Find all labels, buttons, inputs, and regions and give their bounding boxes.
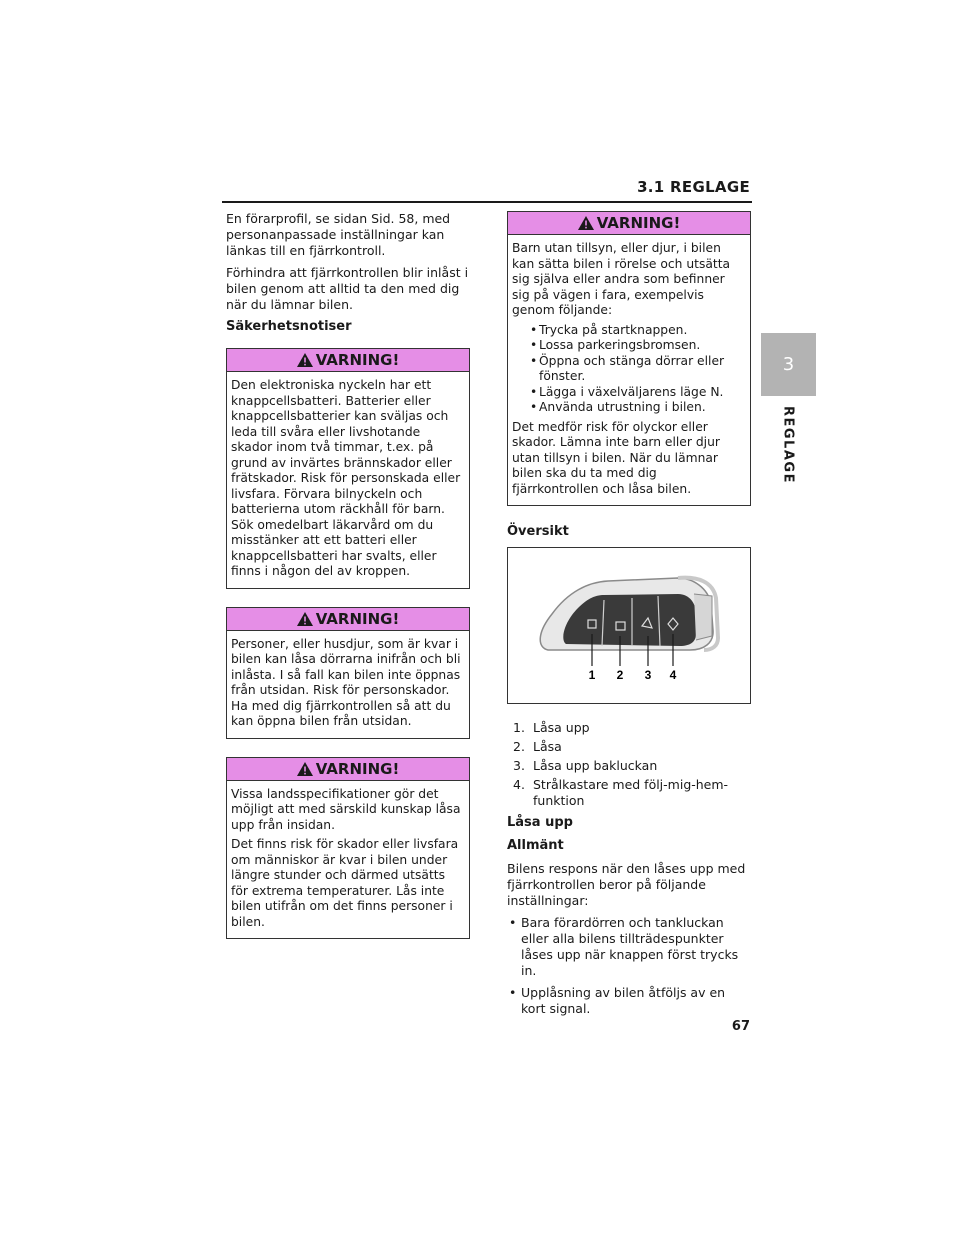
list-item: • Lossa parkeringsbromsen. bbox=[530, 338, 746, 354]
list-item: 1. Låsa upp bbox=[513, 720, 590, 735]
chapter-label: REGLAGE bbox=[780, 406, 796, 484]
general-text: Bilens respons när den låses upp med fjärrkontrollen beror på följande inställningar: bbox=[507, 861, 746, 908]
right-column bbox=[507, 211, 751, 1023]
callout-label: 4 bbox=[669, 668, 677, 682]
settings-list bbox=[507, 915, 751, 1017]
warning-triangle-icon bbox=[297, 762, 313, 776]
warning-box bbox=[226, 757, 470, 940]
list-item: 4. Strålkastare med följ-mig-hem-funktion bbox=[513, 777, 729, 808]
warning-header bbox=[227, 608, 469, 631]
warning-bullet-list bbox=[512, 323, 746, 416]
warning-box bbox=[507, 211, 751, 506]
warning-text: Den elektroniska nyckeln har ett knappcellsbatteri. Batterier eller knappcellsbatterier kan sväljas och leda till svåra eller livshotande skador inom två timmar, t.ex. på grund av invärtes brännskador eller frätskador. Risk för personskada eller livsfara. Förvara bilnyckeln och batterierna utom räckhåll för barn. Sök omedelbart läkarvård om du misstänker att ett batteri eller knappcellsbatteri har svalts, eller finns i någon del av kroppen. bbox=[231, 378, 461, 578]
list-item: • Lägga i växelväljarens läge N. bbox=[530, 385, 746, 401]
chapter-tab: 3 bbox=[761, 333, 816, 396]
callout-label: 2 bbox=[616, 668, 624, 682]
warning-title: VARNING! bbox=[315, 609, 400, 628]
overview-heading: Översikt bbox=[507, 524, 569, 539]
warning-title: VARNING! bbox=[596, 214, 681, 232]
key-fob-figure bbox=[507, 547, 751, 704]
safety-heading: Säkerhetsnotiser bbox=[226, 319, 352, 334]
warning-text: Barn utan tillsyn, eller djur, i bilen kan sätta bilen i rörelse och utsätta sig själva eller andra som befinner sig på vägen i fara, exempelvis genom följande: bbox=[512, 241, 731, 317]
list-item: • Trycka på startknappen. bbox=[530, 323, 746, 339]
warning-title: VARNING! bbox=[315, 351, 400, 369]
general-heading: Allmänt bbox=[507, 838, 564, 853]
warning-box bbox=[226, 348, 470, 589]
list-item: • Bara förardörren och tankluckan eller alla bilens tillträdespunkter låses upp när knappen först trycks in. bbox=[507, 915, 751, 979]
left-column bbox=[226, 211, 470, 957]
warning-text: Vissa landsspecifikationer gör det möjligt att med särskild kunskap låsa upp från insidan. bbox=[231, 786, 461, 832]
unlock-heading: Låsa upp bbox=[507, 815, 573, 830]
list-item: • Använda utrustning i bilen. bbox=[530, 400, 746, 416]
warning-triangle-icon bbox=[578, 216, 594, 230]
callout-label: 1 bbox=[588, 668, 596, 682]
key-fob-illustration bbox=[508, 548, 750, 703]
list-item: • Upplåsning av bilen åtföljs av en kort signal. bbox=[507, 985, 751, 1017]
button-list bbox=[513, 720, 751, 809]
warning-header bbox=[508, 212, 750, 235]
list-item: 2. Låsa bbox=[513, 739, 562, 754]
list-item: 3. Låsa upp bakluckan bbox=[513, 758, 658, 773]
page-number: 67 bbox=[731, 1019, 750, 1034]
warning-triangle-icon bbox=[297, 612, 313, 626]
warning-header bbox=[227, 758, 469, 781]
intro-paragraph: En förarprofil, se sidan Sid. 58, med personanpassade inställningar kan länkas till en fjärrkontroll. bbox=[226, 211, 451, 258]
warning-box bbox=[226, 607, 470, 739]
header-rule bbox=[222, 201, 752, 203]
warning-triangle-icon bbox=[297, 353, 313, 367]
warning-text: Det finns risk för skador eller livsfara om människor är kvar i bilen under längre stunder och därmed utsätts för extrema temperaturer. Lås inte bilen utifrån om det finns personer i bilen. bbox=[231, 837, 459, 929]
warning-header bbox=[227, 349, 469, 372]
section-title: 3.1 REGLAGE bbox=[637, 178, 750, 196]
warning-text: Det medför risk för olyckor eller skador. Lämna inte barn eller djur utan tillsyn i bilen. När du lämnar bilen ska du ta med dig fjärrkontrollen och låsa bilen. bbox=[512, 419, 720, 496]
list-item: • Öppna och stänga dörrar eller fönster. bbox=[530, 354, 746, 385]
intro-paragraph: Förhindra att fjärrkontrollen blir inlåst i bilen genom att alltid ta den med dig när du lämnar bilen. bbox=[226, 265, 469, 312]
warning-text: Personer, eller husdjur, som är kvar i bilen kan låsa dörrarna inifrån och bli inlåsta. I så fall kan bilen inte öppnas från utsidan. Risk för personskador. Ha med dig fjärrkontrollen så att du kan öppna bilen från utsidan. bbox=[231, 636, 461, 728]
warning-title: VARNING! bbox=[315, 759, 400, 778]
callout-label: 3 bbox=[644, 668, 652, 682]
